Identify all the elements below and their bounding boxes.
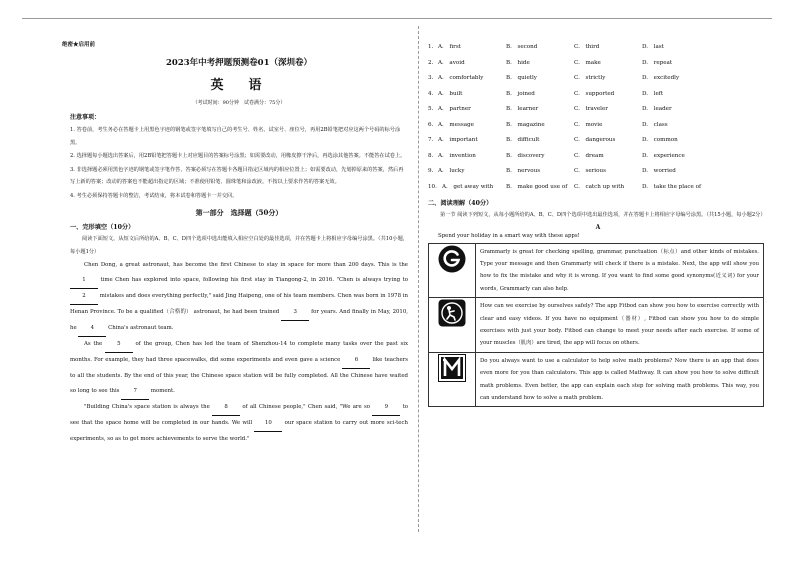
left-column xyxy=(62,40,409,447)
option-a: A. important xyxy=(438,137,478,143)
option-row xyxy=(428,56,768,72)
option-b: B. quietly xyxy=(506,75,537,81)
options-list xyxy=(428,40,768,195)
passage-text: China's astronaut team. xyxy=(106,325,174,331)
blank-7: 7 xyxy=(121,384,149,400)
part1-title: 第一部分 选择题（50分） xyxy=(195,208,283,217)
passage-letter: A xyxy=(595,223,601,231)
option-c: C. third xyxy=(574,44,600,50)
option-a: A. message xyxy=(438,121,474,128)
blank-2: 2 xyxy=(70,289,98,305)
passage-text: our space station to carry out more sci-tech experiments, so as to get more achievements to serve the world." xyxy=(70,420,408,442)
reading-section-title: 二、阅读理解（40分） xyxy=(428,200,493,207)
passage-text: Chen Dong, a great astronaut, has become the first Chinese to stay in space for more than 200 days. This is the xyxy=(84,262,408,268)
blank-9: 9 xyxy=(372,400,400,416)
option-a: A. avoid xyxy=(438,59,465,66)
app-description: How can we exercise by ourselves safely? The app Fitbod can show you how to exercise correctly with clear and easy videos. If you have no equipment（器材）, Fitbod can show you how to do simple exercises with just your body. Fitbod can change to meet your needs after each exercise. If some of your muscles（肌肉）are tired, the app will focus on others. xyxy=(476,298,764,353)
option-row xyxy=(428,118,768,134)
option-b: B. make good use of xyxy=(506,183,568,190)
reading-directions: 第一节 阅读下列短文，从每小题所给的A、B、C、D四个选项中选出最佳选项，并在答题卡上将相应字母编号涂黑。（共15小题，每小题2分） xyxy=(440,212,766,218)
option-d: D. worried xyxy=(642,168,676,174)
blank-4: 4 xyxy=(78,321,106,337)
option-a: A. first xyxy=(438,44,461,50)
question-number: 7. xyxy=(428,137,434,143)
apps-table xyxy=(428,243,764,408)
option-b: B. difficult xyxy=(506,137,540,143)
question-number: 8. xyxy=(428,152,434,159)
option-c: C. strictly xyxy=(574,75,606,81)
exam-title: 2023年中考押题预测卷01（深圳卷） xyxy=(166,58,312,68)
option-row xyxy=(428,87,768,103)
passage-text: to see that the space home will be completed in our hands. We will xyxy=(70,404,408,426)
grammarly-g-icon xyxy=(438,245,466,273)
right-column xyxy=(428,40,768,407)
top-rule xyxy=(22,18,772,19)
option-row xyxy=(428,102,768,118)
note-item: 2. 选择题每小题选出答案后，用2B铅笔把答题卡上对应题目的答案标号涂黑；如需要改动，用橡皮擦干净后，再选涂其他答案。不能答在试卷上。 xyxy=(70,153,406,159)
option-a: A. get away with xyxy=(442,183,494,190)
table-row xyxy=(429,352,764,407)
app-description: Grammarly is great for checking spelling, grammar, punctuation（标点）and other kinds of mistakes. Type your message and then Grammarly will check if there is a mistake. Next, the app will show you how to fix the mistake and why it is wrong. If you want to find some good synonyms(近义词) for your words, Grammarly can also help. xyxy=(476,243,764,298)
option-c: C. dream xyxy=(574,152,604,159)
table-row xyxy=(429,243,764,298)
option-b: B. magazine xyxy=(506,121,545,128)
option-b: B. discovery xyxy=(506,152,545,159)
table-row xyxy=(429,298,764,353)
option-c: C. supported xyxy=(574,90,615,97)
fitbod-exercise-icon xyxy=(438,299,466,327)
option-c: C. traveler xyxy=(574,106,608,112)
option-d: D. class xyxy=(642,121,668,128)
question-number: 2. xyxy=(428,59,434,66)
note-item: 1. 答卷前，考生务必在答题卡上用黑色字迹的钢笔或签字笔填写自己的考生号、姓名、试室号、座位号，再用2B铅笔把对应这两个号码的标号涂黑。 xyxy=(70,127,401,146)
icon-cell xyxy=(429,298,476,353)
note-item: 3. 非选择题必须用黑色字迹的钢笔或签字笔作答，答案必须写在答题卡各题目指定区域内的相应位置上；如需要改动，先划掉原来的答案，然后再写上新的答案；改动的答案也不能超出指定的区域；不准使用铅笔、圆珠笔和涂改液。不按以上要求作答的答案无效。 xyxy=(70,166,404,185)
option-d: D. last xyxy=(642,44,664,50)
passage-text: of the group, Chen has led the team of Shenzhou-14 to complete many tasks over the past six months. For example, they had three spacewalks, did some experiments and even gave a science xyxy=(70,341,408,363)
blank-10: 10 xyxy=(254,416,282,432)
blank-1: 1 xyxy=(70,273,98,289)
option-row xyxy=(428,180,768,196)
mathway-m-icon xyxy=(438,354,466,382)
blank-5: 5 xyxy=(105,337,133,353)
option-row xyxy=(428,149,768,165)
option-a: A. lucky xyxy=(438,168,465,174)
question-number: 6. xyxy=(428,121,434,128)
secret-label: 绝密★启用前 xyxy=(62,42,96,48)
passage-text: "Building China's space station is always the xyxy=(84,404,213,410)
app-description: Do you always want to use a calculator to help solve math problems? Now there is an app that does even more for you than calculators. This app is called Mathway. It can show you how to solve difficult math problems. Even better, the app can explain each step for solving math problems. This way, you can understand how to solve a math problem. xyxy=(476,352,764,407)
option-c: C. dangerous xyxy=(574,137,616,143)
option-a: A. built xyxy=(438,90,463,97)
option-d: D. common xyxy=(642,137,678,143)
option-c: C. make xyxy=(574,59,601,66)
passage-text: mistakes and does everything perfectly," said Jing Haipeng, one of his team members. Chen was born in 1978 in Henan Province. To be a qualified（合格的） astronaut, he had been trained xyxy=(70,293,408,315)
option-b: B. hide xyxy=(506,59,530,66)
option-row xyxy=(428,133,768,149)
blank-8: 8 xyxy=(212,400,240,416)
option-row xyxy=(428,40,768,56)
option-b: B. learner xyxy=(506,106,539,112)
option-row xyxy=(428,164,768,180)
icon-cell xyxy=(429,243,476,298)
cloze-paragraph-1 xyxy=(70,258,408,337)
question-number: 5. xyxy=(428,106,434,112)
question-number: 3. xyxy=(428,75,434,81)
option-b: B. second xyxy=(506,44,538,50)
blank-3: 3 xyxy=(281,305,309,321)
icon-cell xyxy=(429,352,476,407)
option-d: D. take the place of xyxy=(642,183,702,190)
cloze-directions: 阅读下面短文，从短文后所给的A、B、C、D四个选项中选出能填入相应空白处的最佳选项，并在答题卡上将相应字母编号涂黑。（共10小题，每小题1分） xyxy=(70,236,408,255)
option-a: A. invention xyxy=(438,152,476,159)
option-d: D. excitedly xyxy=(642,75,680,81)
option-d: D. experience xyxy=(642,152,685,159)
passage-text: for years. And finally in May, 2010, he xyxy=(70,309,409,331)
option-c: C. serious xyxy=(574,168,606,174)
passage-text: like teachers to all the students. By the end of this year, the Chinese space station will be fully completed. All the Chinese have waited so long to see this xyxy=(70,357,408,394)
question-number: 1. xyxy=(428,44,434,50)
cloze-paragraph-3 xyxy=(70,400,408,447)
note-item: 4. 考生必须保持答题卡的整洁，考试结束，将本试卷和答题卡一并交回。 xyxy=(70,192,238,199)
option-b: B. joined xyxy=(506,90,535,97)
option-c: C. movie xyxy=(574,121,603,128)
question-number: 4. xyxy=(428,90,434,97)
passage-intro: Spend your holiday in a smart way with these apps! xyxy=(438,232,580,239)
option-c: C. catch up with xyxy=(574,183,625,190)
cloze-section-title: 一、完形填空（10分） xyxy=(70,224,135,231)
notes-title: 注意事项： xyxy=(70,114,101,121)
exam-info: （考试时间：90分钟 试卷满分：75分） xyxy=(192,100,286,106)
option-a: A. partner xyxy=(438,106,471,112)
cloze-paragraph-2 xyxy=(70,337,408,400)
passage-text: of all Chinese people," Chen said, "We are so xyxy=(240,404,373,410)
subject-title: 英 语 xyxy=(210,78,268,93)
option-a: A. comfortably xyxy=(438,75,484,81)
passage-text: moment. xyxy=(149,388,175,394)
option-d: D. leader xyxy=(642,106,672,112)
option-d: D. repeat xyxy=(642,59,673,66)
option-b: B. nervous xyxy=(506,168,541,174)
column-divider xyxy=(418,26,420,532)
option-d: D. left xyxy=(642,90,664,97)
passage-text: As the xyxy=(84,341,105,347)
blank-6: 6 xyxy=(342,353,370,369)
question-number: 9. xyxy=(428,168,434,174)
question-number: 10. xyxy=(428,183,437,190)
option-row xyxy=(428,71,768,87)
passage-text: time Chen has explored into space, following his first stay in Tiangong-2, in 2016. "Chen is always trying to xyxy=(98,277,408,283)
